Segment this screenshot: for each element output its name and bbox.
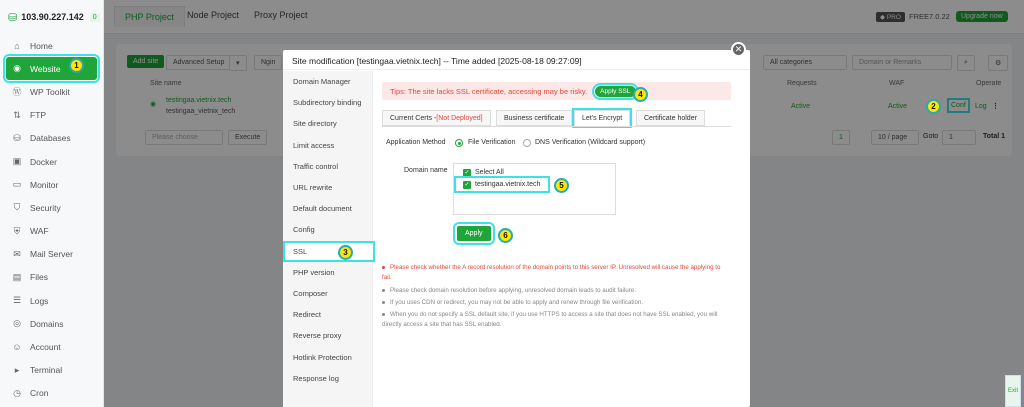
sidebar-item-home[interactable] [0, 34, 103, 57]
tab-divider [382, 126, 731, 127]
menu-item-limit-access[interactable]: Limit access [293, 140, 335, 150]
monitor-icon: ▭ [12, 179, 22, 190]
bullet-icon [382, 313, 385, 316]
apply-button[interactable]: Apply [457, 226, 491, 241]
per-page-select[interactable]: 10 / page [871, 130, 919, 145]
terminal-icon: ▸ [14, 364, 20, 375]
execute-button[interactable]: Execute [228, 130, 267, 145]
nginx-button[interactable]: Ngin [254, 55, 282, 70]
callout-4: 4 [633, 87, 648, 102]
server-ip: 103.90.227.142 [21, 12, 84, 22]
requests-status: Active [791, 103, 811, 110]
waf-icon: ⛨ [13, 225, 21, 236]
col-operate: Operate [976, 80, 1002, 87]
sidebar-item-waf[interactable] [0, 220, 103, 243]
conf-button[interactable]: Conf [951, 102, 966, 109]
add-site-button[interactable]: Add site [127, 55, 164, 68]
sidebar-item-cron[interactable] [0, 382, 103, 405]
bullet-icon [382, 266, 385, 269]
sidebar-item-website[interactable] [6, 57, 97, 80]
dns-verification-label[interactable]: DNS Verification (Wildcard support) [535, 139, 646, 146]
menu-item-config[interactable]: Config [293, 225, 315, 235]
sidebar [0, 0, 104, 407]
page-number[interactable]: 1 [832, 130, 850, 145]
tab-certificate-holder[interactable]: Certificate holder [636, 110, 705, 126]
note-text: Please check domain resolution before applying, unresolved domain leads to audit failure. [390, 287, 636, 294]
file-verification-label[interactable]: File Verification [468, 139, 516, 146]
alert-badge[interactable]: 0 [90, 13, 100, 22]
menu-item-traffic-control[interactable]: Traffic control [293, 161, 339, 171]
globe-icon: ◉ [150, 101, 157, 108]
menu-item-response-log[interactable]: Response log [293, 373, 339, 383]
menu-item-subdirectory-binding[interactable]: Subdirectory binding [293, 98, 362, 108]
menu-item-redirect[interactable]: Redirect [293, 310, 321, 320]
site-modification-dialog [283, 50, 750, 407]
col-waf: WAF [889, 80, 905, 87]
wordpress-icon: Ⓦ [12, 87, 22, 98]
exit-tab[interactable]: Exit [1005, 375, 1021, 407]
shield-icon: ⛉ [13, 202, 21, 213]
server-header [0, 0, 103, 34]
note-text: Please check whether the A record resolution of the domain points to this server IP. Unresolved will cause the applying to fail. [382, 264, 721, 281]
pro-badge[interactable]: ◆ PRO [876, 12, 905, 22]
note-text: If you uses CDN or redirect, you may not be able to apply and renew through file verification. [390, 299, 644, 306]
sidebar-item-label: Security [30, 202, 61, 213]
tab-current-label: Current Certs - [390, 114, 437, 122]
database-icon: ⛁ [13, 132, 21, 143]
bullet-icon [382, 289, 385, 292]
log-button[interactable]: Log [975, 103, 987, 110]
site-remark: testingaa_vietnix_tech [166, 108, 236, 115]
batch-select[interactable]: Please choose [145, 130, 223, 145]
select-all-checkbox[interactable]: ✓ [464, 170, 470, 176]
tab-proxy-project[interactable]: Proxy Project [254, 10, 308, 20]
more-icon[interactable]: ⋮ [992, 103, 999, 110]
menu-item-hotlink-protection[interactable]: Hotlink Protection [293, 352, 352, 362]
sidebar-item-label: Logs [30, 295, 49, 306]
tab-business-certificate[interactable]: Business certificate [496, 110, 572, 126]
user-icon: ☺ [12, 342, 22, 353]
menu-item-reverse-proxy[interactable]: Reverse proxy [293, 331, 342, 341]
callout-2: 2 [926, 99, 941, 114]
menu-item-php-version[interactable]: PHP version [293, 267, 335, 277]
sidebar-item-label: WAF [30, 226, 49, 237]
menu-item-composer[interactable]: Composer [293, 288, 328, 298]
apply-ssl-button[interactable]: Apply SSL [595, 86, 635, 97]
home-icon: ⌂ [14, 40, 20, 51]
goto-input[interactable]: 1 [942, 130, 976, 145]
tab-node-project[interactable]: Node Project [187, 10, 240, 20]
category-select[interactable]: All categories [763, 55, 847, 70]
tab-current-certs[interactable] [382, 110, 491, 126]
dns-verification-radio[interactable] [523, 139, 531, 147]
col-requests: Requests [787, 80, 817, 87]
mail-icon: ✉ [13, 248, 21, 259]
site-domain-link[interactable]: testingaa.vietnix.tech [166, 97, 232, 104]
menu-item-domain-manager[interactable]: Domain Manager [293, 77, 351, 87]
method-label: Application Method [386, 139, 446, 146]
sidebar-item-domains[interactable] [0, 312, 103, 335]
sidebar-item-label: WP Toolkit [30, 86, 70, 97]
callout-6: 6 [498, 228, 513, 243]
logo-icon: ⛁ [8, 11, 18, 24]
sidebar-item-mail-server[interactable] [0, 243, 103, 266]
select-all-label[interactable]: Select All [475, 169, 504, 176]
sidebar-item-security[interactable] [0, 196, 103, 219]
tip-text: Tips: The site lacks SSL certificate, accessing may be risky. [390, 86, 588, 96]
dialog-title: Site modification [testingaa.vietnix.tech] -- Time added [2025-08-18 09:27:09] [283, 50, 750, 70]
note-default-site [382, 310, 727, 330]
callout-3: 3 [338, 245, 353, 260]
menu-item-ssl[interactable]: SSL [283, 241, 375, 262]
gear-icon[interactable]: ⚙ [988, 55, 1008, 71]
tab-lets-encrypt[interactable]: Let's Encrypt [574, 110, 630, 126]
ftp-icon: ⇅ [13, 109, 21, 120]
tab-php-project[interactable]: PHP Project [114, 6, 185, 27]
dropdown-button[interactable]: ▾ [229, 55, 247, 71]
sidebar-item-label: Files [30, 272, 48, 283]
sidebar-item-ftp[interactable] [0, 104, 103, 127]
menu-item-default-document[interactable]: Default document [293, 204, 352, 214]
domain-label: Domain name [404, 167, 448, 174]
globe-icon: ◉ [13, 63, 21, 74]
sidebar-item-files[interactable] [0, 266, 103, 289]
sidebar-item-label: Mail Server [30, 249, 73, 260]
sidebar-item-label: Domains [30, 318, 64, 329]
note-cdn [382, 298, 727, 308]
domain-option-label[interactable]: testingaa.vietnix.tech [475, 181, 541, 188]
domain-checkbox[interactable]: ✓ [464, 182, 470, 188]
menu-item-site-directory[interactable]: Site directory [293, 119, 337, 129]
sidebar-item-terminal[interactable] [0, 359, 103, 382]
col-site-name[interactable]: Site name [150, 80, 182, 87]
close-icon[interactable]: ✕ [731, 42, 746, 57]
file-verification-radio[interactable] [455, 139, 463, 147]
advanced-setup-button[interactable]: Advanced Setup [166, 55, 231, 70]
sidebar-item-label: Home [30, 40, 53, 51]
sidebar-item-logs[interactable] [0, 289, 103, 312]
logs-icon: ☰ [12, 295, 22, 306]
sidebar-item-label: Terminal [30, 365, 63, 376]
callout-1: 1 [69, 58, 84, 73]
folder-icon: ▤ [12, 271, 22, 282]
sidebar-item-account[interactable] [0, 335, 103, 358]
ssl-warning-tip [382, 82, 731, 100]
not-deployed-label: [Not Deployed] [436, 114, 483, 122]
search-icon[interactable]: ⌕ [957, 55, 975, 71]
upgrade-button[interactable]: Upgrade now [956, 11, 1008, 22]
note-a-record [382, 263, 727, 283]
sidebar-item-wp-toolkit[interactable] [0, 80, 103, 103]
callout-5: 5 [554, 178, 569, 193]
version-label: 7.0.22 [929, 12, 950, 21]
bullet-icon [382, 301, 385, 304]
sidebar-item-label: Docker [30, 156, 57, 167]
total-count: Total 1 [983, 133, 1006, 140]
free-label: FREE [909, 12, 930, 21]
note-text: When you do not specify a SSL default site, if you use HTTPS to access a site that does not have SSL enabled, you will directly access a site that has SSL enabled. [382, 311, 718, 328]
waf-status[interactable]: Active [888, 103, 908, 110]
goto-label: Goto [923, 133, 939, 140]
dialog-menu [283, 71, 373, 407]
clock-icon: ◷ [13, 387, 21, 398]
sidebar-item-label: Monitor [30, 179, 59, 190]
sidebar-item-databases[interactable] [0, 127, 103, 150]
sidebar-item-label: Databases [30, 133, 71, 144]
menu-item-url-rewrite[interactable]: URL rewrite [293, 183, 333, 193]
sidebar-item-monitor[interactable] [0, 173, 103, 196]
sidebar-item-label: FTP [30, 110, 47, 121]
sidebar-item-label: Website [30, 63, 61, 74]
docker-icon: ▣ [12, 156, 22, 167]
domains-icon: ◎ [13, 318, 21, 329]
sidebar-item-label: Cron [30, 388, 49, 399]
sidebar-item-docker[interactable] [0, 150, 103, 173]
sidebar-item-label: Account [30, 342, 61, 353]
search-input[interactable]: Domain or Remarks [852, 55, 952, 70]
note-resolution [382, 286, 727, 296]
